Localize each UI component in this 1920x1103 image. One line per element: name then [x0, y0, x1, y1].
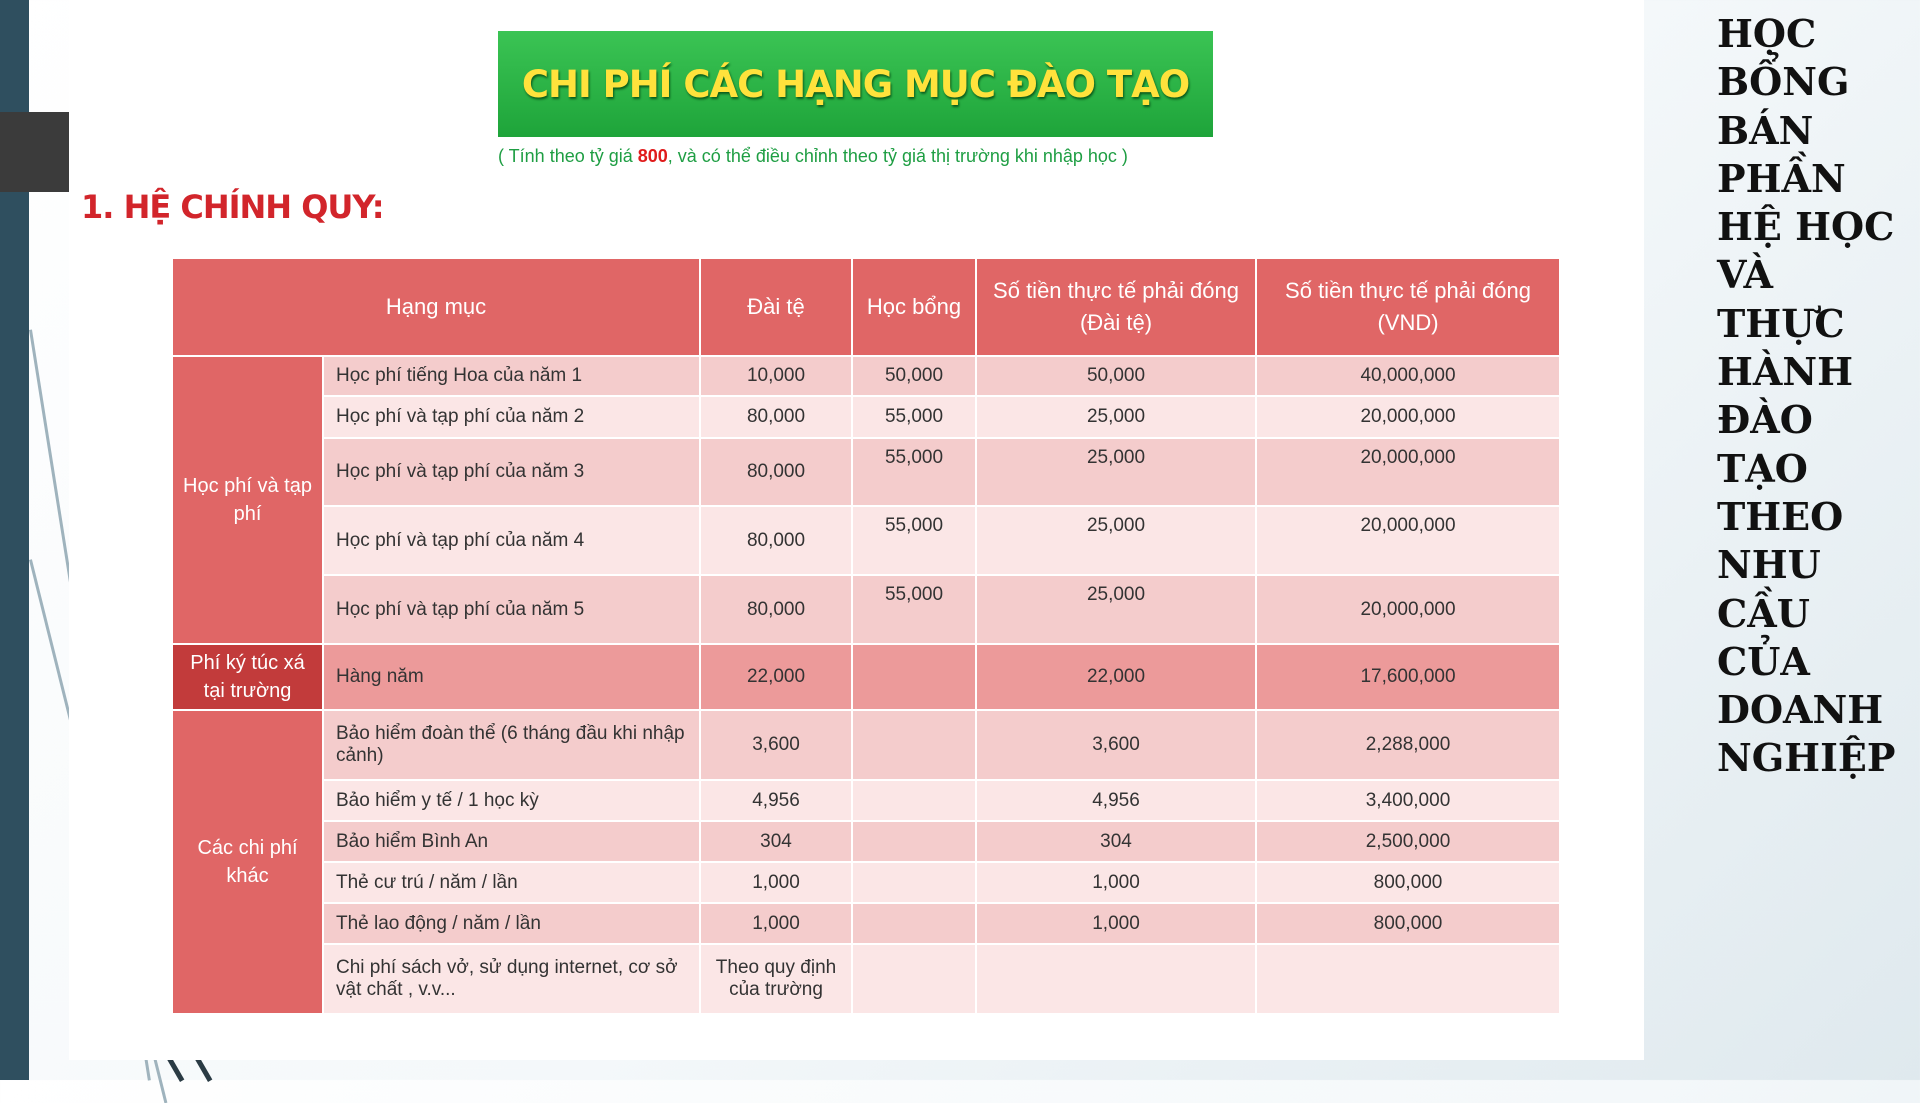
cell-scholarship [852, 862, 976, 903]
table-header-row [172, 258, 1560, 356]
table-row [172, 862, 1560, 903]
section-title: 1. HỆ CHÍNH QUY: [81, 188, 384, 226]
group-dorm: Phí ký túc xá tại trường [172, 644, 323, 710]
cell-ntd: 304 [700, 821, 852, 862]
cell-ntd: 22,000 [700, 644, 852, 710]
cell-scholarship [852, 644, 976, 710]
cell-pay-ntd: 304 [976, 821, 1256, 862]
cell-scholarship [852, 903, 976, 944]
cell-pay-vnd: 2,288,000 [1256, 710, 1560, 780]
cell-pay-vnd: 3,400,000 [1256, 780, 1560, 821]
cell-scholarship [852, 710, 976, 780]
cell-ntd: 10,000 [700, 356, 852, 396]
cell-item: Bảo hiểm đoàn thể (6 tháng đầu khi nhập cảnh) [323, 710, 700, 780]
cell-scholarship: 55,000 [852, 506, 976, 575]
cell-pay-vnd [1256, 944, 1560, 1014]
cell-scholarship [852, 944, 976, 1014]
cell-pay-vnd: 800,000 [1256, 903, 1560, 944]
fee-table [171, 257, 1561, 1015]
header-ntd: Đài tệ [700, 258, 852, 356]
cell-ntd: 80,000 [700, 396, 852, 438]
cell-ntd: 80,000 [700, 506, 852, 575]
cell-ntd: 1,000 [700, 903, 852, 944]
table-row [172, 575, 1560, 644]
cell-pay-ntd: 25,000 [976, 506, 1256, 575]
cell-pay-ntd: 3,600 [976, 710, 1256, 780]
note-text-after: , và có thể điều chỉnh theo tỷ giá thị trường khi nhập học ) [667, 146, 1128, 166]
cell-item: Học phí và tạp phí của năm 4 [323, 506, 700, 575]
table-row [172, 396, 1560, 438]
left-accent-tab [0, 112, 69, 192]
exchange-rate-value: 800 [637, 146, 668, 166]
table-row [172, 644, 1560, 710]
table-row [172, 944, 1560, 1014]
cell-pay-vnd: 17,600,000 [1256, 644, 1560, 710]
cell-pay-vnd: 20,000,000 [1256, 438, 1560, 506]
header-category: Hạng mục [172, 258, 700, 356]
group-other: Các chi phí khác [172, 710, 323, 1014]
cell-item: Bảo hiểm Bình An [323, 821, 700, 862]
table-row [172, 821, 1560, 862]
cell-pay-ntd: 4,956 [976, 780, 1256, 821]
title-banner [498, 31, 1213, 137]
cell-pay-ntd: 1,000 [976, 903, 1256, 944]
cell-scholarship: 55,000 [852, 575, 976, 644]
cell-ntd: 3,600 [700, 710, 852, 780]
cell-pay-ntd [976, 944, 1256, 1014]
cell-pay-vnd: 40,000,000 [1256, 356, 1560, 396]
cell-scholarship [852, 821, 976, 862]
cell-pay-vnd: 800,000 [1256, 862, 1560, 903]
header-pay-ntd: Số tiền thực tế phải đóng (Đài tệ) [976, 258, 1256, 356]
right-side-title: HỌC BỔNG BÁN PHẦN HỆ HỌC VÀ THỰC HÀNH ĐÀO TẠO THEO NHU CẦU CỦA DOANH NGHIỆP [1717, 11, 1896, 781]
table-row [172, 356, 1560, 396]
cell-scholarship: 55,000 [852, 438, 976, 506]
cell-ntd: 4,956 [700, 780, 852, 821]
cell-item: Chi phí sách vở, sử dụng internet, cơ sở vật chất , v.v... [323, 944, 700, 1014]
cell-pay-ntd: 50,000 [976, 356, 1256, 396]
cell-pay-vnd: 20,000,000 [1256, 396, 1560, 438]
cell-pay-ntd: 25,000 [976, 438, 1256, 506]
table-row [172, 438, 1560, 506]
cell-item: Hàng năm [323, 644, 700, 710]
cell-ntd: 80,000 [700, 438, 852, 506]
table-row [172, 780, 1560, 821]
cell-pay-ntd: 25,000 [976, 396, 1256, 438]
cell-pay-vnd: 20,000,000 [1256, 575, 1560, 644]
cell-pay-vnd: 20,000,000 [1256, 506, 1560, 575]
cell-ntd: Theo quy định của trường [700, 944, 852, 1014]
cell-ntd: 1,000 [700, 862, 852, 903]
header-scholarship: Học bổng [852, 258, 976, 356]
banner-title: CHI PHÍ CÁC HẠNG MỤC ĐÀO TẠO [521, 62, 1190, 106]
cell-pay-ntd: 22,000 [976, 644, 1256, 710]
table-row [172, 903, 1560, 944]
table-row [172, 710, 1560, 780]
exchange-rate-note [498, 146, 1233, 167]
note-text-before: ( Tính theo tỷ giá [498, 146, 638, 166]
cell-item: Học phí và tạp phí của năm 2 [323, 396, 700, 438]
group-tuition: Học phí và tạp phí [172, 356, 323, 644]
cell-item: Thẻ lao động / năm / lần [323, 903, 700, 944]
table-row [172, 506, 1560, 575]
cell-item: Bảo hiểm y tế / 1 học kỳ [323, 780, 700, 821]
cell-scholarship [852, 780, 976, 821]
cell-item: Thẻ cư trú / năm / lần [323, 862, 700, 903]
cell-item: Học phí và tạp phí của năm 3 [323, 438, 700, 506]
cell-item: Học phí và tạp phí của năm 5 [323, 575, 700, 644]
cell-pay-vnd: 2,500,000 [1256, 821, 1560, 862]
cell-pay-ntd: 1,000 [976, 862, 1256, 903]
cell-pay-ntd: 25,000 [976, 575, 1256, 644]
cell-item: Học phí tiếng Hoa của năm 1 [323, 356, 700, 396]
cell-scholarship: 50,000 [852, 356, 976, 396]
header-pay-vnd: Số tiền thực tế phải đóng (VND) [1256, 258, 1560, 356]
cell-ntd: 80,000 [700, 575, 852, 644]
cell-scholarship: 55,000 [852, 396, 976, 438]
